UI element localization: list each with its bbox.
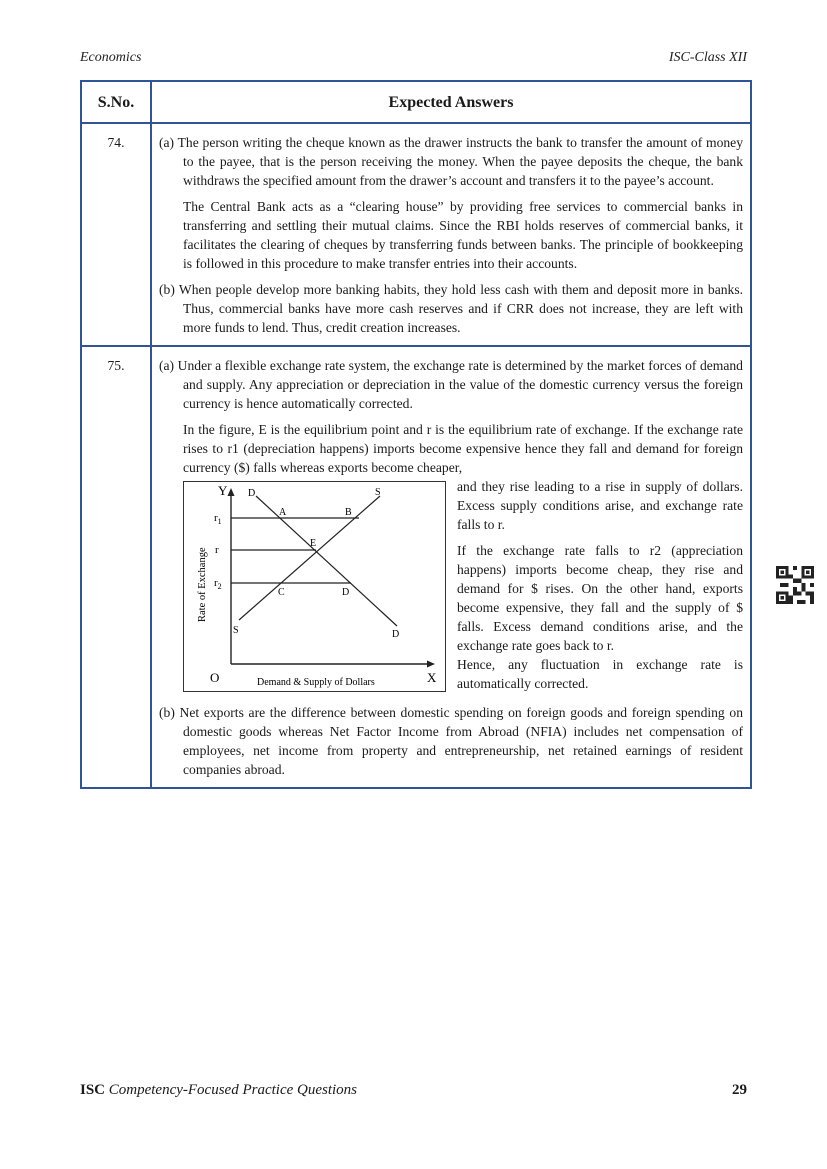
header-class: ISC-Class XII — [668, 50, 747, 65]
answer-part-a: (a) The person writing the cheque known as the drawer instructs the bank to transfer the amount of money to the payee, that is the person receiving the money. When the payee deposits the cheque, the bank withdraws the specified amount from the drawer’s account and transfers it to the payee’s account. — [159, 135, 743, 188]
demand-curve — [256, 496, 397, 626]
figure-block — [183, 477, 743, 696]
col-answers-header: Expected Answers — [151, 81, 751, 123]
origin-label: O — [210, 670, 220, 685]
y-axis-label: Y — [218, 483, 228, 498]
table-row — [81, 123, 751, 346]
row-answer — [151, 123, 751, 346]
point-a-label: A — [279, 507, 287, 518]
row-answer — [151, 346, 751, 788]
r2-label: $r_2$ — [214, 577, 222, 591]
answer-part-b: (b) When people develop more banking habits, they hold less cash with them and deposit more in banks. Thus, commercial banks have more cash reserves and if CRR does not increase, they are left with more funds to lend. Thus, credit creation increases. — [159, 282, 744, 335]
point-e-label: E — [310, 538, 317, 549]
answer-part-a-para2: In the figure, E is the equilibrium point and r is the equilibrium rate of exchange. If the exchange rate rises to r1 (depreciation happens) imports become expensive hence they fall and demand for foreign currency ($) falls whereas exports become cheaper, — [183, 422, 743, 475]
point-b-label: B — [345, 507, 352, 518]
col-sno-header: S.No. — [81, 81, 151, 123]
demand-bottom-label: D — [392, 629, 400, 640]
answer-part-b: (b) Net exports are the difference between domestic spending on foreign goods and foreign spending on domestic goods whereas Net Factor Income from Abroad (NFIA) includes net compensation of employees, net income from property and entrepreneurship, net retained earnings of resident companies abroad. — [159, 705, 743, 777]
ylabel: Rate of Exchange — [197, 547, 208, 622]
answer-part-a-para3: and they rise leading to a rise in supply of dollars. Excess supply conditions arise, and exchange rate falls to r. — [457, 479, 743, 532]
y-axis-arrow — [228, 488, 235, 496]
answer-part-a: (a) Under a flexible exchange rate system, the exchange rate is determined by the market forces of demand and supply. Any appreciation or depreciation in the value of the domestic currency versus the foreign currency is hence automatically corrected. — [159, 358, 743, 411]
x-axis-label: X — [427, 670, 437, 685]
table-row — [81, 346, 751, 788]
r1-label: $r_1$ — [214, 512, 222, 526]
answers-table — [80, 80, 752, 789]
page-number: 29 — [732, 1082, 747, 1098]
demand-top-label: D — [248, 488, 256, 499]
answer-part-a-para4: If the exchange rate falls to r2 (appreciation happens) imports become cheap, they rise and demand for $ rises. On the other hand, exports become expensive, they fall and the supply of $ falls. Excess demand conditions arise, and the exchange rate goes back to r. — [457, 543, 743, 653]
table-header-row — [81, 81, 751, 123]
row-sno: 75. — [81, 346, 151, 788]
supply-bottom-label: S — [233, 625, 239, 636]
supply-curve — [239, 496, 380, 620]
diagram-svg — [184, 482, 445, 691]
r-label: r — [215, 544, 219, 556]
xlabel: Demand & Supply of Dollars — [257, 677, 375, 688]
answer-part-a-para5: Hence, any fluctuation in exchange rate is automatically corrected. — [457, 657, 743, 691]
point-c-label: C — [278, 587, 285, 598]
header-subject: Economics — [80, 50, 142, 65]
supply-top-label: S — [375, 487, 381, 498]
footer-title: ISC Competency-Focused Practice Questions — [80, 1082, 358, 1098]
exchange-rate-diagram — [183, 481, 446, 692]
qr-code-icon — [776, 566, 814, 604]
row-sno: 74. — [81, 123, 151, 346]
x-axis-arrow — [427, 661, 435, 668]
answer-part-a-para2: The Central Bank acts as a “clearing house” by providing free services to commercial banks in transferring and settling their mutual claims. Since the RBI holds reserves of commercial banks, it facilitates the clearing of cheques by transferring funds between banks. The principle of bookkeeping is followed in this procedure to make transfer entries into their accounts. — [183, 199, 743, 271]
figure-side-text — [457, 477, 743, 693]
point-d-label: D — [342, 587, 350, 598]
